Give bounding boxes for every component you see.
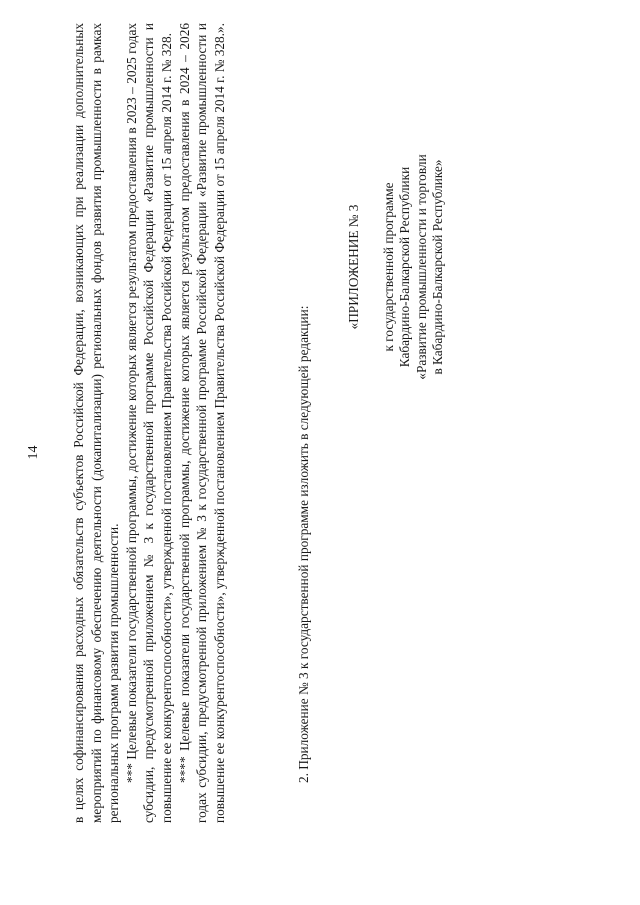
instruction-paragraph: 2. Приложение № 3 к государственной программе изложить в следующей редакции: [296, 305, 311, 783]
continuation-paragraph: в целях софинансирования расходных обязательств субъектов Российской Федерации, возникающих при реализации дополнительных мероприятий по финансовому обеспечению деятельности (докапитализации) региональных фондов развития промышленности в рамках региональных программ развития промышленности. [71, 23, 122, 823]
page-number: 14 [26, 445, 41, 460]
appendix-header [346, 47, 447, 487]
footnote-4: **** Целевые показатели государственной программы, достижение которых является результатом предоставления в 2024 – 2026 годах субсидии, предусмотренной приложением № 3 к государственной программе Российской Федерации «Развитие промышленности и повышение ее конкурентоспособности», утвержденной постановлением Правительства Российской Федерации от 15 апреля 2014 г. № 328.». [176, 23, 227, 823]
appendix-line-2: Кабардино-Балкарской Республики [397, 166, 412, 368]
appendix-line-4: в Кабардино-Балкарской Республике» [430, 159, 445, 375]
footnotes-block [70, 23, 228, 823]
appendix-line-1: к государственной программе [380, 182, 396, 352]
appendix-title: «ПРИЛОЖЕНИЕ № 3 [346, 204, 361, 330]
instruction-block [295, 23, 313, 823]
footnote-3: *** Целевые показатели государственной программы, достижение которых является результатом предоставления в 2023 – 2025 годах субсидии, предусмотренной приложением № 3 к государственной программе Российской Федерации «Развитие промышленности и повышение ее конкурентоспособности», утвержденной постановлением Правительства Российской Федерации от 15 апреля 2014 г. № 328. [123, 23, 174, 823]
appendix-line-3: «Развитие промышленности и торговли [413, 154, 429, 380]
